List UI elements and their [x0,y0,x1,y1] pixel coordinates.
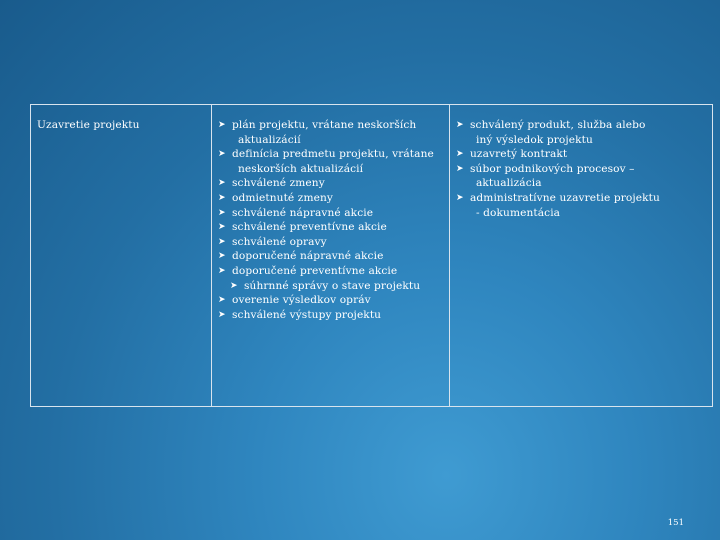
row-title: Uzavretie projektu [37,119,140,131]
arrow-bullet-icon: ➤ [456,192,464,203]
list-item [218,308,445,323]
list-item [456,191,708,206]
arrow-bullet-icon: ➤ [218,265,226,276]
list-item [218,118,445,133]
list-item [218,264,445,279]
list-item-text: doporučené preventívne akcie [232,264,398,277]
arrow-bullet-icon: ➤ [218,309,226,320]
list-item-text: aktualizácia [476,177,542,190]
list-item-text: definícia predmetu projektu, vrátane [232,148,434,161]
list-item [218,220,445,235]
list-item-text: aktualizácií [238,133,301,146]
arrow-bullet-icon: ➤ [218,178,226,189]
list-item [456,176,708,191]
list-item-text: neskorších aktualizácií [238,162,364,175]
table-row [31,105,713,407]
list-item [456,147,708,162]
list-item-text: - dokumentácia [476,206,561,219]
arrow-bullet-icon: ➤ [218,207,226,218]
arrow-bullet-icon: ➤ [218,222,226,233]
list-item-text: schválené preventívne akcie [232,221,387,234]
arrow-bullet-icon: ➤ [218,295,226,306]
list-item-text: schválené opravy [232,235,327,248]
list-item [456,118,708,133]
list-item [456,162,708,177]
list-item [218,293,445,308]
list-item [218,206,445,221]
list-item-text: súhrnné správy o stave projektu [244,279,421,292]
list-item [218,176,445,191]
list-item-text: schválený produkt, služba alebo [470,119,646,131]
arrow-bullet-icon: ➤ [218,192,226,203]
list-item [218,279,445,294]
list-item-text: administratívne uzavretie projektu [470,191,660,204]
inputs-list [218,118,445,322]
list-item-text: uzavretý kontrakt [470,148,568,161]
list-item-text: overenie výsledkov opráv [232,294,371,307]
arrow-bullet-icon: ➤ [456,163,464,174]
row-title-cell [31,105,212,407]
list-item-text: plán projektu, vrátane neskorších [232,119,417,131]
list-item-text: iný výsledok projektu [476,133,593,146]
list-item [456,133,708,148]
list-item-text: súbor podnikových procesov – [470,162,635,175]
list-item [218,191,445,206]
list-item [218,249,445,264]
arrow-bullet-icon: ➤ [456,149,464,160]
list-item [218,133,445,148]
outputs-list [456,118,708,220]
page-number: 151 [667,518,684,528]
list-item [218,162,445,177]
arrow-bullet-icon: ➤ [456,120,464,130]
arrow-bullet-icon: ➤ [218,120,226,130]
list-item-text: doporučené nápravné akcie [232,250,384,263]
list-item [456,206,708,221]
outputs-cell [450,105,713,407]
arrow-bullet-icon: ➤ [218,149,226,160]
arrow-bullet-icon: ➤ [218,251,226,262]
list-item [218,235,445,250]
list-item-text: odmietnuté zmeny [232,191,333,204]
list-item-text: schválené nápravné akcie [232,206,374,219]
process-table [30,104,713,407]
list-item [218,147,445,162]
list-item-text: schválené zmeny [232,177,325,190]
inputs-cell [212,105,450,407]
arrow-bullet-icon: ➤ [230,280,238,291]
list-item-text: schválené výstupy projektu [232,308,382,321]
arrow-bullet-icon: ➤ [218,236,226,247]
